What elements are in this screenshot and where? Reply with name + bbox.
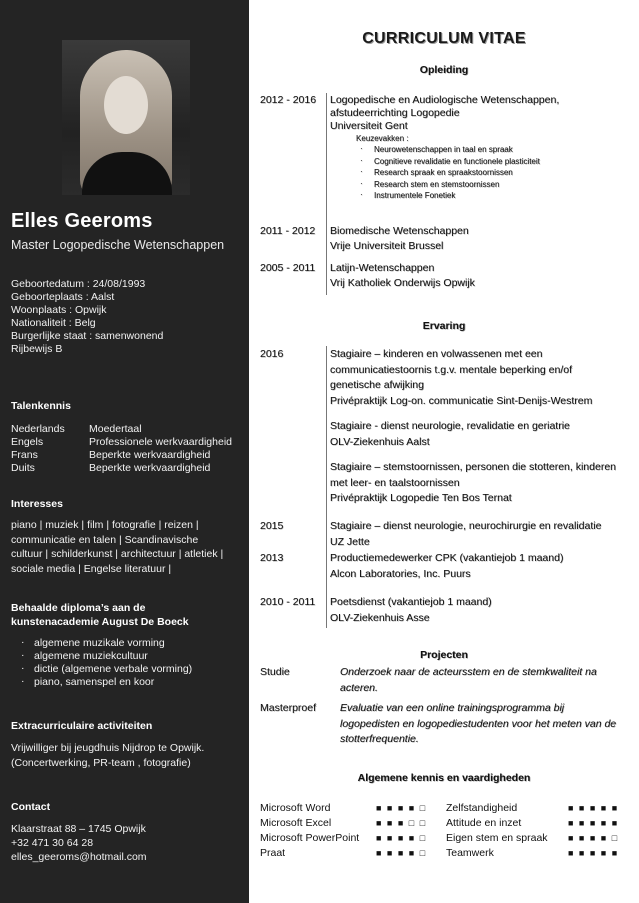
list-item: · Research spraak en spraakstoornissen [330,167,630,179]
experience-entry: Stagiaire – stemstoornissen, personen die stotteren, kinderen met leer- en taalstoornissen Privépraktijk Logopedie Ten Bos Ternat [330,461,616,504]
phone[interactable]: +32 471 30 64 28 [11,837,94,849]
diploma-heading: Behaalde diploma’s aan de kunstenacademie August De Boeck [11,602,189,628]
personal-line: Nationaliteit : Belg [11,317,96,329]
list-item: · Neurowetenschappen in taal en spraak [330,144,630,156]
skill-rating: ■ ■ ■ ■ ■ [568,803,619,813]
personal-info [11,278,163,356]
language-row: Duits Beperkte werkvaardigheid [11,462,211,474]
personal-line: Geboortedatum : 24/08/1993 [11,278,146,290]
education-heading: Opleiding [419,64,469,76]
project-entry: Masterproef Evaluatie van een online trainingsprogramma bij logopedisten en logopediestudenten voor het meten van de stotterfrequentie. [260,702,617,745]
experience-entry: 2015 Stagiaire – dienst neurologie, neurochirurgie en revalidatie UZ Jette [260,520,602,548]
keuzevakken-list [330,144,630,202]
sidebar [0,0,249,903]
skill-row: Praat ■ ■ ■ ■ □ Teamwerk ■ ■ ■ ■ ■ [260,847,630,860]
experience-entry: 2016 Stagiaire – kinderen en volwassenen met een communicatiestoornis t.g.v. mentale beperking en/of genetische afwijking Privépraktijk Log-on. communicatie Sint-Denijs-Westrem [260,348,593,407]
skills-heading: Algemene kennis en vaardigheden [357,772,531,784]
list-item: · Research stem en stemstoornissen [330,179,630,191]
skill-rating: ■ ■ ■ ■ ■ [568,818,619,828]
personal-line: Burgerlijke staat : samenwonend [11,330,164,342]
list-item: · algemene muzikale vorming [11,637,192,650]
skill-row: Microsoft Word ■ ■ ■ ■ □ Zelfstandigheid ■ ■ ■ ■ ■ [260,802,630,815]
skill-rating: ■ ■ ■ □ □ [376,818,427,828]
skill-rating: ■ ■ ■ ■ □ [376,833,427,843]
skill-row: Microsoft PowerPoint ■ ■ ■ ■ □ Eigen stem en spraak ■ ■ ■ ■ □ [260,832,630,845]
personal-line: Rijbewijs B [11,343,63,355]
languages-heading: Talenkennis [11,400,71,412]
main-content [249,0,639,903]
language-row: Engels Professionele werkvaardigheid [11,436,232,448]
email[interactable]: elles_geeroms@hotmail.com [11,851,147,863]
language-row: Frans Beperkte werkvaardigheid [11,449,211,461]
skill-rating: ■ ■ ■ ■ □ [568,833,619,843]
page-title: CURRICULUM VITAE [362,30,526,47]
list-item: · Instrumentele Fonetiek [330,190,630,202]
education-entry: 2012 - 2016 Logopedische en Audiologische Wetenschappen, afstudeerrichting Logopedie Universiteit Gent Keuzevakken : · Neurowetenschappen in taal en spraak · Cognitieve revalidatie en functionele plasticiteit · Research spraak en spraakstoornissen · Research stem en stemstoornissen · Instrumentele Fonetiek [260,94,630,202]
projects-heading: Projecten [420,649,468,661]
diploma-list [11,637,192,689]
extracurricular-text: Vrijwilliger bij jeugdhuis Nijdrop te Opwijk. (Concertwerking, PR-team , fotografie) [11,742,205,769]
experience-entry: 2013 Productiemedewerker CPK (vakantiejob 1 maand) Alcon Laboratories, Inc. Puurs [260,552,564,580]
experience-entry: Stagiaire - dienst neurologie, revalidatie en geriatrie OLV-Ziekenhuis Aalst [330,420,570,448]
person-name: Elles Geeroms [11,210,153,232]
extracurricular-heading: Extracurriculaire activiteiten [11,720,153,732]
personal-line: Geboorteplaats : Aalst [11,291,115,303]
skill-rating: ■ ■ ■ ■ □ [376,803,427,813]
skill-rating: ■ ■ ■ ■ ■ [568,848,619,858]
languages-list [11,423,232,475]
personal-line: Woonplaats : Opwijk [11,304,107,316]
profile-photo [62,40,190,195]
list-item: · Cognitieve revalidatie en functionele plasticiteit [330,156,630,168]
interests-text: piano | muziek | film | fotografie | reizen | communicatie en talen | Scandinavische cultuur | schilderkunst | architectuur | atletiek | sociale media | Engelse literatuur | [11,519,224,575]
skill-rating: ■ ■ ■ ■ □ [376,848,427,858]
contact-info [11,822,147,864]
project-entry: Studie Onderzoek naar de acteursstem en de stemkwaliteit na acteren. [260,666,597,694]
list-item: · piano, samenspel en koor [11,676,192,689]
language-row: Nederlands Moedertaal [11,423,142,435]
experience-heading: Ervaring [422,320,466,332]
address: Klaarstraat 88 – 1745 Opwijk [11,823,146,835]
experience-entry: 2010 - 2011 Poetsdienst (vakantiejob 1 maand) OLV-Ziekenhuis Asse [260,596,492,624]
keuzevakken-heading: Keuzevakken : [356,134,409,143]
skill-row: Microsoft Excel ■ ■ ■ □ □ Attitude en inzet ■ ■ ■ ■ ■ [260,817,630,830]
education-entry: 2011 - 2012 Biomedische Wetenschappen Vrije Universiteit Brussel [260,225,469,252]
education-entry: 2005 - 2011 Latijn-Wetenschappen Vrij Katholiek Onderwijs Opwijk [260,262,475,289]
person-title: Master Logopedische Wetenschappen [11,238,225,252]
interests-heading: Interesses [11,498,63,510]
contact-heading: Contact [11,801,51,813]
list-item: · algemene muziekcultuur [11,650,192,663]
list-item: · dictie (algemene verbale vorming) [11,663,192,676]
